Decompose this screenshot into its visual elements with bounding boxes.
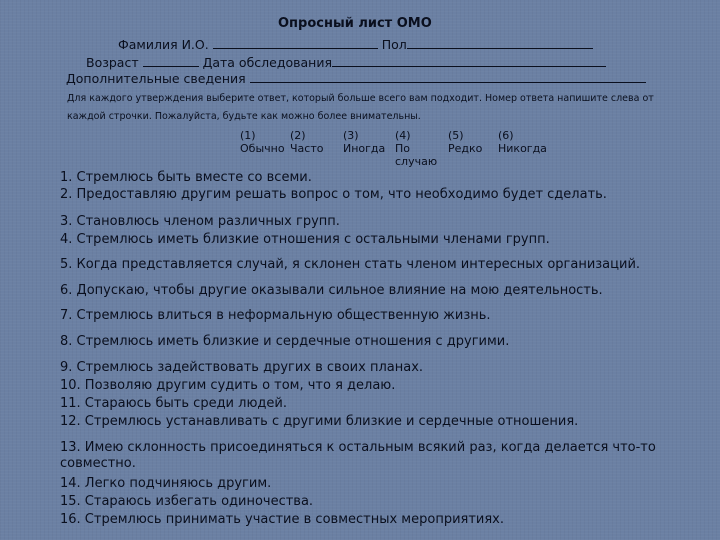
scale-number: (4)	[395, 129, 411, 142]
name-field-row	[118, 36, 593, 52]
scale-label: Иногда	[343, 142, 386, 155]
gender-blank[interactable]	[407, 36, 593, 49]
name-label: Фамилия И.О.	[118, 37, 209, 52]
gender-label: Пол	[381, 37, 407, 52]
extra-field-row	[66, 70, 646, 86]
scale-option-2	[290, 129, 323, 155]
extra-label: Дополнительные сведения	[66, 71, 246, 86]
list-item: 5. Когда представляется случай, я склонен стать членом интересных организаций.	[60, 257, 641, 272]
list-item: 14. Легко подчиняюсь другим.	[60, 476, 272, 491]
instruction-line-1: Для каждого утверждения выберите ответ, который больше всего вам подходит. Номер ответа напишите слева от	[67, 93, 654, 104]
list-item: 12. Стремлюсь устанавливать с другими близкие и сердечные отношения.	[60, 414, 579, 429]
scale-option-4	[395, 129, 437, 168]
scale-option-1	[240, 129, 285, 155]
list-item: 6. Допускаю, чтобы другие оказывали сильное влияние на мою деятельность.	[60, 283, 603, 298]
scale-label: Никогда	[498, 142, 547, 155]
instruction-line-2: каждой строчки. Пожалуйста, будьте как можно более внимательны.	[67, 111, 421, 122]
age-blank[interactable]	[143, 54, 199, 67]
scale-option-3	[343, 129, 385, 155]
date-label: Дата обследования	[202, 55, 332, 70]
list-item: 4. Стремлюсь иметь близкие отношения с остальными членами групп.	[60, 232, 550, 247]
list-item: 8. Стремлюсь иметь близкие и сердечные отношения с другими.	[60, 334, 510, 349]
list-item: 11. Стараюсь быть среди людей.	[60, 396, 287, 411]
scale-label: Часто	[290, 142, 324, 155]
list-item: 2. Предоставляю другим решать вопрос о том, что необходимо будет сделать.	[60, 187, 607, 202]
scale-label-continued: случаю	[395, 155, 438, 168]
scale-option-5	[448, 129, 482, 155]
date-blank[interactable]	[332, 54, 606, 67]
age-field-row	[86, 54, 606, 70]
list-item: 3. Становлюсь членом различных групп.	[60, 214, 340, 229]
list-item: 9. Стремлюсь задействовать других в своих планах.	[60, 360, 424, 375]
scale-number: (1)	[240, 129, 256, 142]
scale-number: (2)	[290, 129, 306, 142]
scale-label: Редко	[448, 142, 483, 155]
list-item: 10. Позволяю другим судить о том, что я делаю.	[60, 378, 396, 393]
list-item: 7. Стремлюсь влиться в неформальную общественную жизнь.	[60, 308, 491, 323]
age-label: Возраст	[86, 55, 139, 70]
list-item: 13. Имею склонность присоединяться к остальным всякий раз, когда делается что-то совместно.	[60, 440, 656, 471]
scale-option-6	[498, 129, 547, 155]
scale-label: Обычно	[240, 142, 285, 155]
scale-number: (6)	[498, 129, 514, 142]
extra-blank[interactable]	[250, 70, 646, 83]
list-item: 15. Стараюсь избегать одиночества.	[60, 494, 314, 509]
scale-number: (5)	[448, 129, 464, 142]
name-blank[interactable]	[213, 36, 378, 49]
scale-label: По	[395, 142, 411, 155]
page-title: Опросный лист ОМО	[278, 16, 432, 31]
list-item: 16. Стремлюсь принимать участие в совместных мероприятиях.	[60, 512, 505, 527]
scale-number: (3)	[343, 129, 359, 142]
list-item: 1. Стремлюсь быть вместе со всеми.	[60, 170, 312, 185]
